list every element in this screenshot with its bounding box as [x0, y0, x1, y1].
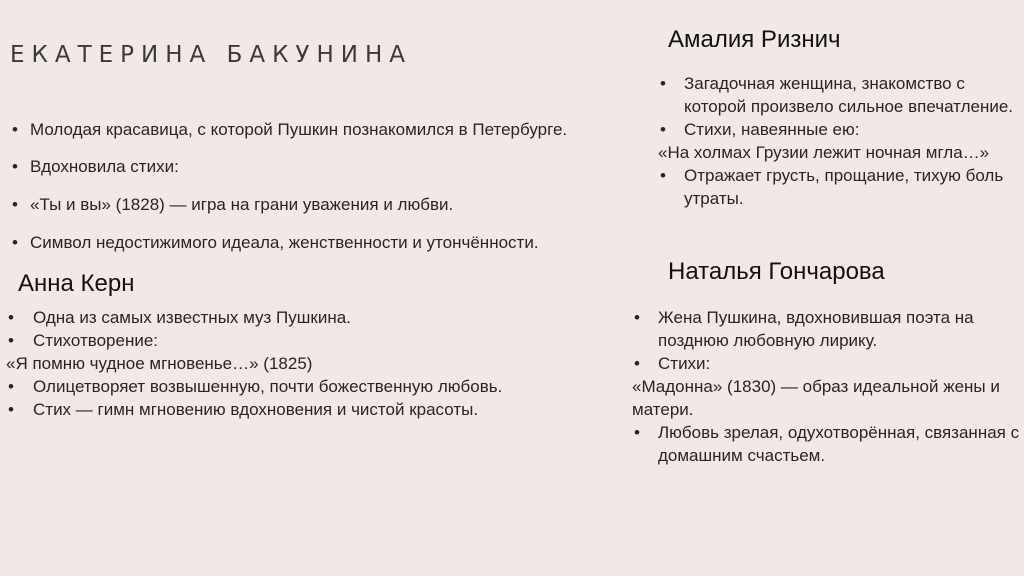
- list-item: • Отражает грусть, прощание, тихую боль утраты.: [658, 164, 1018, 210]
- riznich-title: Амалия Ризнич: [668, 26, 841, 53]
- goncharova-block: [632, 306, 1024, 467]
- list-item: • Олицетворяет возвышенную, почти божественную любовь.: [6, 375, 506, 398]
- goncharova-title: Наталья Гончарова: [668, 258, 885, 285]
- list-item: • Молодая красавица, с которой Пушкин познакомился в Петербурге.: [12, 118, 652, 141]
- list-item: • Стихи:: [632, 352, 1024, 375]
- bakunina-list: [12, 118, 652, 269]
- list-item: • Одна из самых известных муз Пушкина.: [6, 306, 506, 329]
- list-item: • Загадочная женщина, знакомство с которой произвело сильное впечатление.: [658, 72, 1018, 118]
- riznich-block: [658, 72, 1018, 210]
- list-item: • Стихотворение:: [6, 329, 506, 352]
- riznich-poem: «На холмах Грузии лежит ночная мгла…»: [658, 143, 990, 162]
- list-item: • Стихи, навеянные ею:: [658, 118, 1018, 141]
- bakunina-title: ЕКАТЕРИНА БАКУНИНА: [10, 42, 412, 68]
- list-item: • Вдохновила стихи:: [12, 155, 652, 178]
- list-item: • «Ты и вы» (1828) — игра на грани уважения и любви.: [12, 193, 652, 216]
- kern-title: Анна Керн: [18, 270, 135, 297]
- list-item: • Любовь зрелая, одухотворённая, связанная с домашним счастьем.: [632, 421, 1024, 467]
- kern-block: [6, 306, 506, 421]
- list-item: • Жена Пушкина, вдохновившая поэта на позднюю любовную лирику.: [632, 306, 1024, 352]
- list-item: • Символ недостижимого идеала, женственности и утончённости.: [12, 231, 652, 254]
- kern-poem: «Я помню чудное мгновенье…» (1825): [6, 354, 313, 373]
- goncharova-poem: «Мадонна» (1830) — образ идеальной жены и матери.: [632, 377, 1000, 419]
- list-item: • Стих — гимн мгновению вдохновения и чистой красоты.: [6, 398, 506, 421]
